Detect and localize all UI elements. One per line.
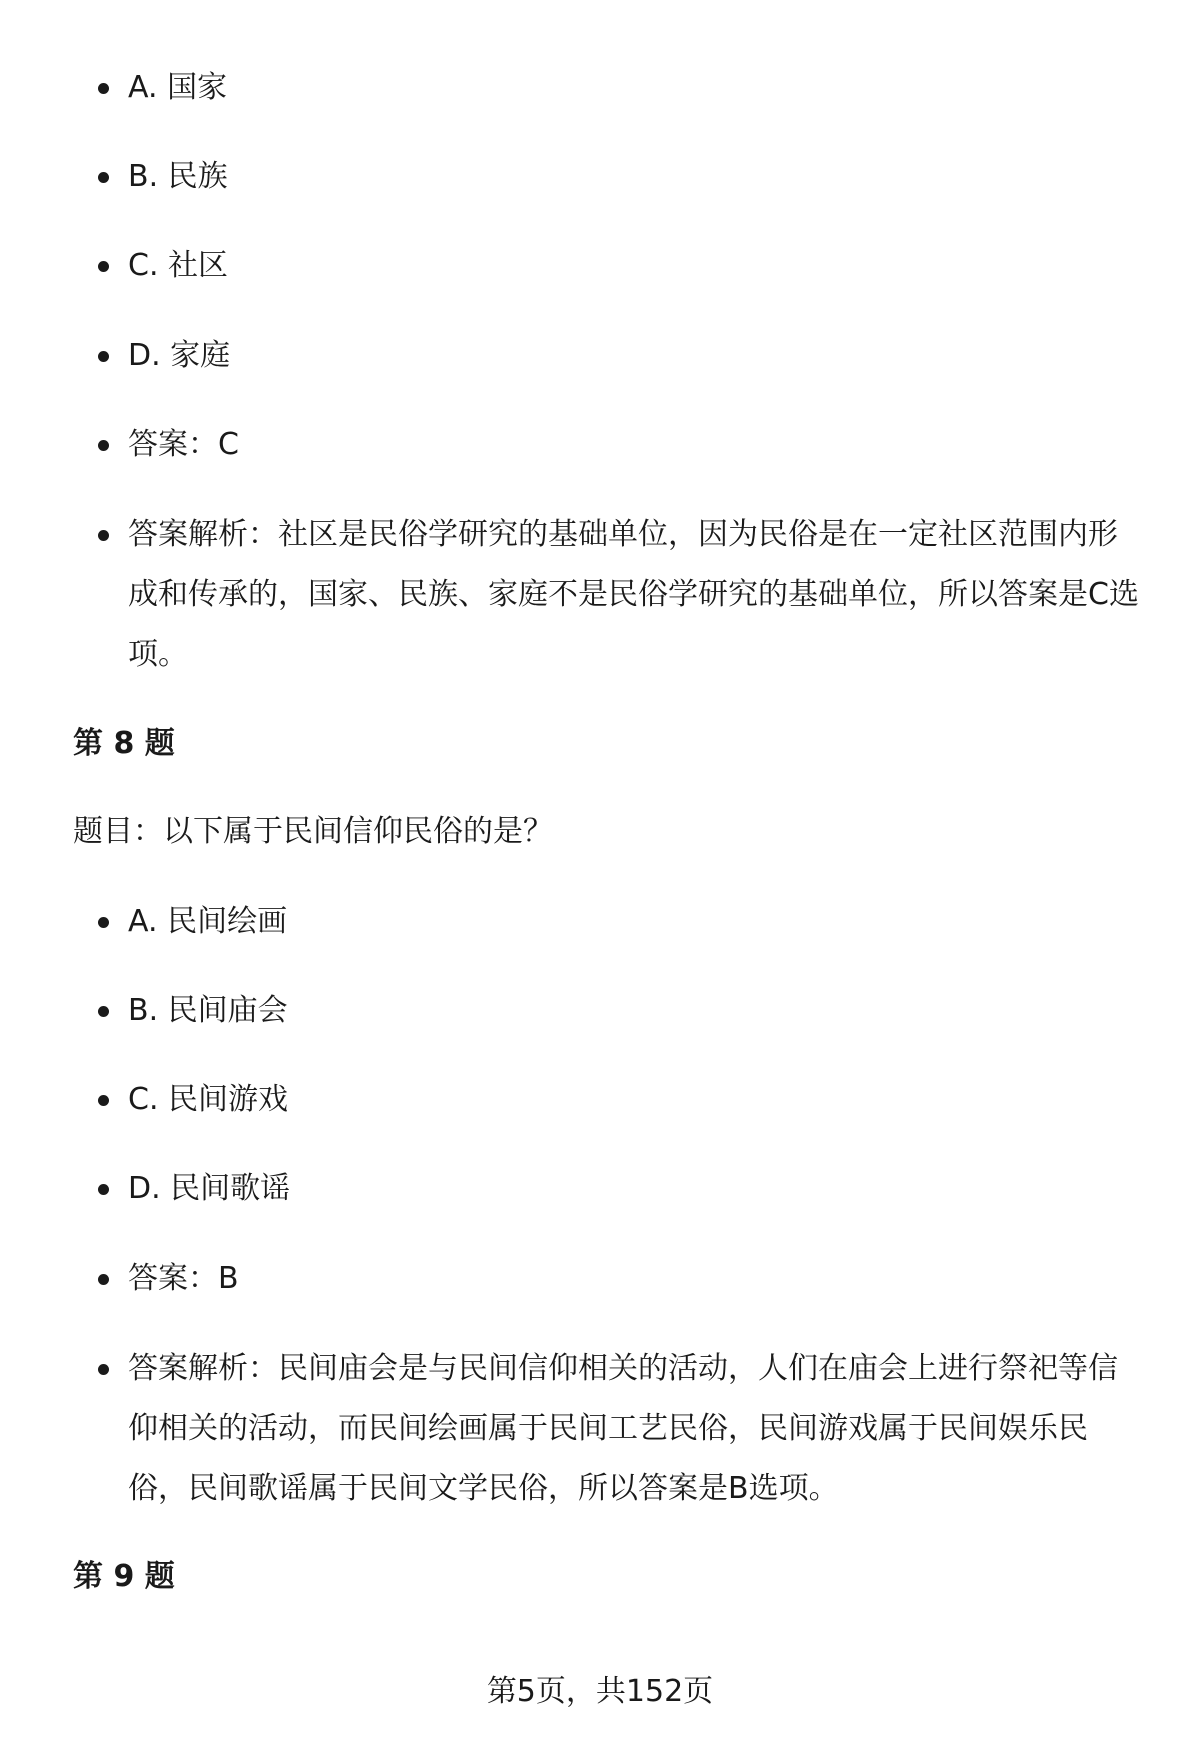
option-d: D. 家庭 [128, 326, 1144, 386]
option-a: A. 民间绘画 [128, 892, 1144, 952]
answer: 答案：B [128, 1249, 1144, 1309]
answer-explanation: 答案解析：社区是民俗学研究的基础单位，因为民俗是在一定社区范围内形成和传承的，国家、民族、家庭不是民俗学研究的基础单位，所以答案是C选项。 [128, 505, 1144, 685]
option-c: C. 社区 [128, 236, 1144, 296]
question-heading-9: 第 9 题 [73, 1559, 175, 1594]
question-heading-8: 第 8 题 [73, 726, 175, 761]
option-b: B. 民族 [128, 147, 1144, 207]
page-indicator: 第5页，共152页 [486, 1674, 714, 1709]
answer: 答案：C [128, 415, 1144, 475]
option-a: A. 国家 [128, 58, 1144, 118]
option-b: B. 民间庙会 [128, 981, 1144, 1041]
question-text-8: 题目：以下属于民间信仰民俗的是？ [73, 814, 553, 849]
answer-explanation: 答案解析：民间庙会是与民间信仰相关的活动，人们在庙会上进行祭祀等信仰相关的活动，而民间绘画属于民间工艺民俗，民间游戏属于民间娱乐民俗，民间歌谣属于民间文学民俗，所以答案是B选项。 [128, 1339, 1144, 1519]
option-d: D. 民间歌谣 [128, 1159, 1144, 1219]
option-c: C. 民间游戏 [128, 1070, 1144, 1130]
